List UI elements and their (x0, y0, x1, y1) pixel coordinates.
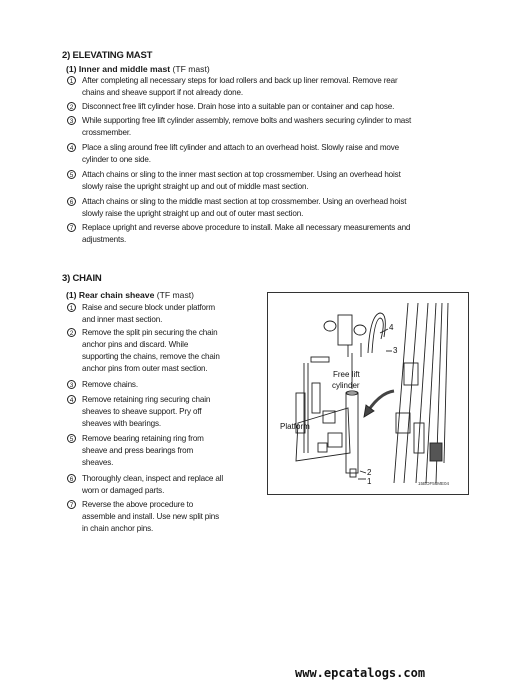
figure-code: 15BOF56ME04 (418, 481, 450, 486)
callout-1: 1 (367, 477, 372, 486)
step-text-line: Place a sling around free lift cylinder and attach to an overhead hoist. Slowly raise and move (82, 143, 400, 152)
step-text-line: Remove chains. (82, 380, 138, 389)
step-text-line: in chain anchor pins. (82, 524, 154, 533)
free-lift-cylinder-label-line2: cylinder (332, 381, 360, 390)
step-text-line: chains and sheave support if not already done. (82, 88, 243, 97)
step-number-circle: 2 (67, 328, 76, 337)
step-text-line: slowly raise the upright straight up and out of outer mast section. (82, 209, 304, 218)
subsection-title-rear-chain-sheave (66, 290, 194, 300)
step-number-circle: 3 (67, 380, 76, 389)
step-2 (69, 101, 464, 113)
step-text-line: Remove retaining ring securing chain (82, 395, 211, 404)
step-4 (69, 394, 244, 430)
step-text-line: sheaves. (82, 458, 114, 467)
step-number-circle: 4 (67, 395, 76, 404)
step-number-circle: 6 (67, 474, 76, 483)
step-text-line: cylinder to one side. (82, 155, 151, 164)
step-number-circle: 4 (67, 143, 76, 152)
step-number-circle: 1 (67, 76, 76, 85)
section-title-elevating-mast: 2) ELEVATING MAST (62, 50, 153, 61)
step-number-circle: 5 (67, 434, 76, 443)
step-number-circle: 5 (67, 170, 76, 179)
step-1 (69, 302, 244, 326)
subsection-title-bold: (1) Rear chain sheave (66, 290, 155, 300)
step-text-line: Replace upright and reverse above procedure to install. Make all necessary measurements and (82, 223, 411, 232)
step-text-line: Reverse the above procedure to (82, 500, 194, 509)
free-lift-cylinder-label-line1: Free lift (333, 370, 360, 379)
callout-3: 3 (393, 346, 398, 355)
subsection-title-suffix: (TF mast) (170, 64, 210, 74)
mast-exploded-drawing (268, 293, 468, 494)
step-text-line: sheave and press bearings from (82, 446, 194, 455)
step-text-line: sheaves to sheave support. Pry off (82, 407, 202, 416)
step-number-circle: 3 (67, 116, 76, 125)
step-number-circle: 1 (67, 303, 76, 312)
step-5 (69, 433, 244, 469)
step-5 (69, 169, 464, 193)
section-title-chain: 3) CHAIN (62, 273, 102, 284)
step-text-line: Disconnect free lift cylinder hose. Drain hose into a suitable pan or container and cap hose. (82, 102, 395, 111)
step-text-line: crossmember. (82, 128, 132, 137)
step-3 (69, 379, 244, 391)
step-text-line: Remove the split pin securing the chain (82, 328, 218, 337)
step-text-line: After completing all necessary steps for load rollers and back up liner removal. Remove rear (82, 76, 398, 85)
step-text-line: Attach chains or sling to the middle mast section at top crossmember. Using an overhead hoist (82, 197, 407, 206)
subsection-title-suffix: (TF mast) (154, 290, 194, 300)
step-text-line: Attach chains or sling to the inner mast section at top crossmember. Using an overhead hoist (82, 170, 401, 179)
step-text-line: Thoroughly clean, inspect and replace all (82, 474, 223, 483)
step-text-line: While supporting free lift cylinder assembly, remove bolts and washers securing cylinder to mast (82, 116, 412, 125)
subsection-title-inner-middle-mast (66, 64, 210, 74)
step-text-line: anchor pins and discard. While (82, 340, 189, 349)
step-text-line: supporting the chains, remove the chain (82, 352, 220, 361)
step-3 (69, 115, 464, 139)
step-text-line: Remove bearing retaining ring from (82, 434, 204, 443)
step-6 (69, 196, 464, 220)
callout-4: 4 (389, 323, 394, 332)
step-number-circle: 7 (67, 223, 76, 232)
step-text-line: worn or damaged parts. (82, 486, 165, 495)
step-number-circle: 6 (67, 197, 76, 206)
step-text-line: sheaves with bearings. (82, 419, 162, 428)
platform-label: Platform (280, 422, 310, 431)
step-number-circle: 2 (67, 102, 76, 111)
step-1 (69, 75, 464, 99)
callout-2: 2 (367, 468, 372, 477)
step-number-circle: 7 (67, 500, 76, 509)
step-6 (69, 473, 244, 497)
step-text-line: assemble and install. Use new split pins (82, 512, 220, 521)
epcatalogs-watermark: www.epcatalogs.com (295, 666, 426, 680)
step-7 (69, 222, 464, 246)
step-2 (69, 327, 244, 375)
step-text-line: slowly raise the upright straight up and out of middle mast section. (82, 182, 309, 191)
chain-sheave-figure (267, 292, 469, 495)
step-text-line: Raise and secure block under platform (82, 303, 216, 312)
step-4 (69, 142, 464, 166)
subsection-title-bold: (1) Inner and middle mast (66, 64, 171, 74)
step-text-line: and inner mast section. (82, 315, 163, 324)
step-text-line: anchor pins from outer mast section. (82, 364, 208, 373)
step-7 (69, 499, 244, 535)
step-text-line: adjustments. (82, 235, 127, 244)
